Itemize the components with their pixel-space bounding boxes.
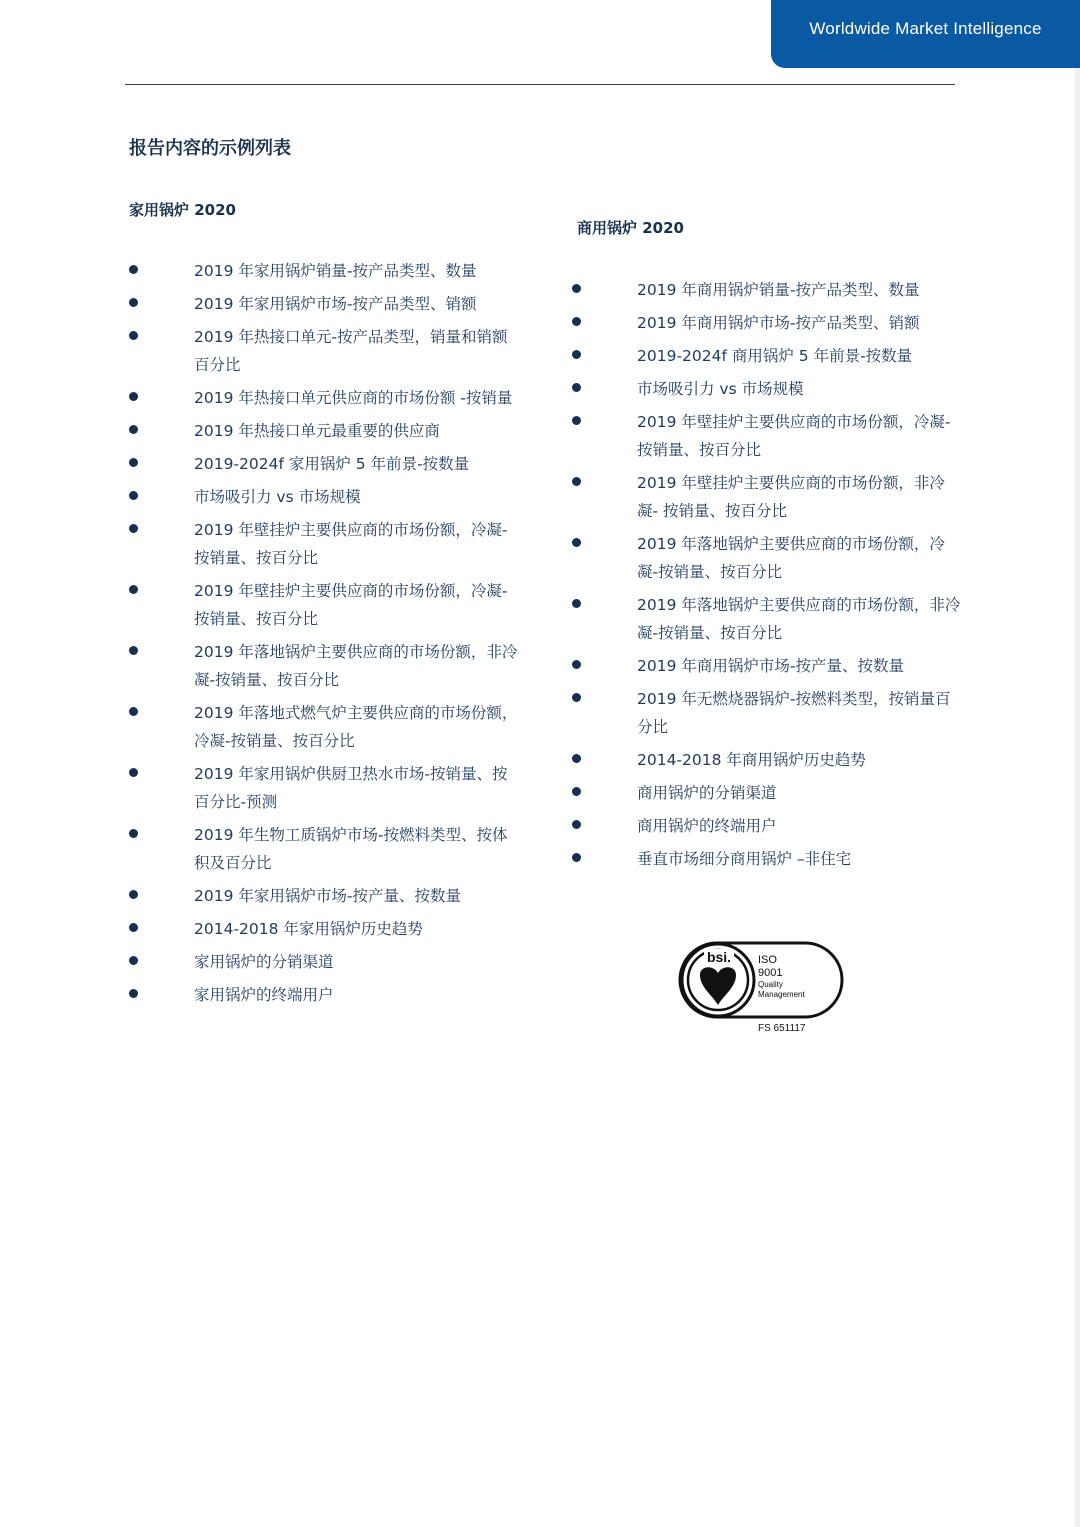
list-item [572,309,962,337]
list-item [129,516,519,572]
list-item-text: 家用锅炉的分销渠道 [194,953,334,971]
bullet-icon [129,458,138,467]
domestic-list [129,257,519,1014]
list-item [129,821,519,877]
bullet-icon [129,768,138,777]
bullet-icon [129,265,138,274]
list-item [129,699,519,755]
list-item-text: 2019 年落地式燃气炉主要供应商的市场份额，冷凝-按销量、按百分比 [194,704,518,750]
bullet-icon [129,425,138,434]
list-item [572,276,962,304]
list-item-text: 2019 年家用锅炉市场-按产品类型、销额 [194,295,477,313]
list-item-text: 2019 年壁挂炉主要供应商的市场份额，冷凝- 按销量、按百分比 [194,582,508,628]
list-item-text: 2019 年热接口单元最重要的供应商 [194,422,440,440]
logo-brand: bsi. [706,949,732,965]
list-item [572,812,962,840]
list-item [129,577,519,633]
list-item [572,469,962,525]
list-item [572,342,962,370]
bullet-icon [572,787,581,796]
list-item [572,408,962,464]
bullet-icon [129,829,138,838]
commercial-list [572,276,962,878]
list-item [129,257,519,285]
logo-quality: Quality [758,980,783,989]
bullet-icon [572,284,581,293]
list-item [129,638,519,694]
bullet-icon [572,477,581,486]
list-item [572,845,962,873]
list-item-text: 2019 年壁挂炉主要供应商的市场份额，非冷凝- 按销量、按百分比 [637,474,945,520]
bullet-icon [572,317,581,326]
certificate-number: FS 651117 [758,1023,806,1034]
list-item-text: 垂直市场细分商用锅炉 –非住宅 [637,850,852,868]
bullet-icon [572,754,581,763]
bullet-icon [129,331,138,340]
list-item [129,290,519,318]
list-item [129,450,519,478]
bullet-icon [572,660,581,669]
list-item-text: 2019 年商用锅炉销量-按产品类型、数量 [637,281,920,299]
page-edge [1075,0,1080,1527]
list-item-text: 家用锅炉的终端用户 [194,986,334,1004]
list-item [572,746,962,774]
list-item-text: 2019 年落地锅炉主要供应商的市场份额，冷凝-按销量、按百分比 [637,535,945,581]
header-divider [125,84,955,85]
domestic-section-title: 家用锅炉 2020 [129,201,236,219]
bullet-icon [572,599,581,608]
list-item-text: 2014-2018 年家用锅炉历史趋势 [194,920,423,938]
list-item [572,685,962,741]
bullet-icon [129,890,138,899]
bullet-icon [572,853,581,862]
list-item [572,591,962,647]
list-item-text: 市场吸引力 vs 市场规模 [637,380,804,398]
list-item-text: 2019 年热接口单元供应商的市场份额 -按销量 [194,389,513,407]
bullet-icon [129,585,138,594]
list-item-text: 2019 年家用锅炉销量-按产品类型、数量 [194,262,477,280]
list-item-text: 2019-2024f 家用锅炉 5 年前景-按数量 [194,455,470,473]
list-item-text: 2019 年落地锅炉主要供应商的市场份额，非冷凝-按销量、按百分比 [637,596,961,642]
list-item [572,375,962,403]
list-item [129,417,519,445]
list-item-text: 2019 年商用锅炉市场-按产量、按数量 [637,657,904,675]
list-item [129,323,519,379]
list-item-text: 2019 年壁挂炉主要供应商的市场份额，冷凝- 按销量、按百分比 [637,413,951,459]
bullet-icon [129,298,138,307]
bullet-icon [572,383,581,392]
list-item-text: 2014-2018 年商用锅炉历史趋势 [637,751,866,769]
bullet-icon [129,707,138,716]
bullet-icon [129,646,138,655]
list-item-text: 市场吸引力 vs 市场规模 [194,488,361,506]
list-item-text: 2019 年壁挂炉主要供应商的市场份额，冷凝- 按销量、按百分比 [194,521,508,567]
logo-management: Management [758,990,805,999]
brand-tab: Worldwide Market Intelligence [771,0,1080,68]
bsi-iso9001-logo [678,941,848,1036]
bullet-icon [572,820,581,829]
logo-9001: 9001 [758,967,783,979]
list-item-text: 商用锅炉的分销渠道 [637,784,777,802]
list-item-text: 2019 年生物工质锅炉市场-按燃料类型、按体积及百分比 [194,826,508,872]
bullet-icon [572,350,581,359]
list-item-text: 2019 年商用锅炉市场-按产品类型、销额 [637,314,920,332]
page-title: 报告内容的示例列表 [129,138,291,159]
bullet-icon [572,693,581,702]
list-item [572,652,962,680]
list-item [129,384,519,412]
list-item-text: 商用锅炉的终端用户 [637,817,777,835]
bullet-icon [129,989,138,998]
bullet-icon [129,491,138,500]
list-item [129,483,519,511]
bullet-icon [129,392,138,401]
logo-iso: ISO [758,954,777,966]
bullet-icon [572,538,581,547]
list-item-text: 2019 年家用锅炉市场-按产量、按数量 [194,887,461,905]
list-item [129,948,519,976]
list-item [129,760,519,816]
list-item [572,779,962,807]
list-item-text: 2019 年无燃烧器锅炉-按燃料类型，按销量百分比 [637,690,951,736]
commercial-section-title: 商用锅炉 2020 [577,219,684,237]
list-item-text: 2019 年热接口单元-按产品类型，销量和销额百分比 [194,328,508,374]
list-item-text: 2019 年落地锅炉主要供应商的市场份额，非冷凝-按销量、按百分比 [194,643,518,689]
bullet-icon [129,956,138,965]
bullet-icon [572,416,581,425]
list-item [129,915,519,943]
list-item [129,981,519,1009]
list-item [572,530,962,586]
list-item-text: 2019 年家用锅炉供厨卫热水市场-按销量、按百分比-预测 [194,765,508,811]
bullet-icon [129,524,138,533]
bullet-icon [129,923,138,932]
list-item-text: 2019-2024f 商用锅炉 5 年前景-按数量 [637,347,913,365]
list-item [129,882,519,910]
